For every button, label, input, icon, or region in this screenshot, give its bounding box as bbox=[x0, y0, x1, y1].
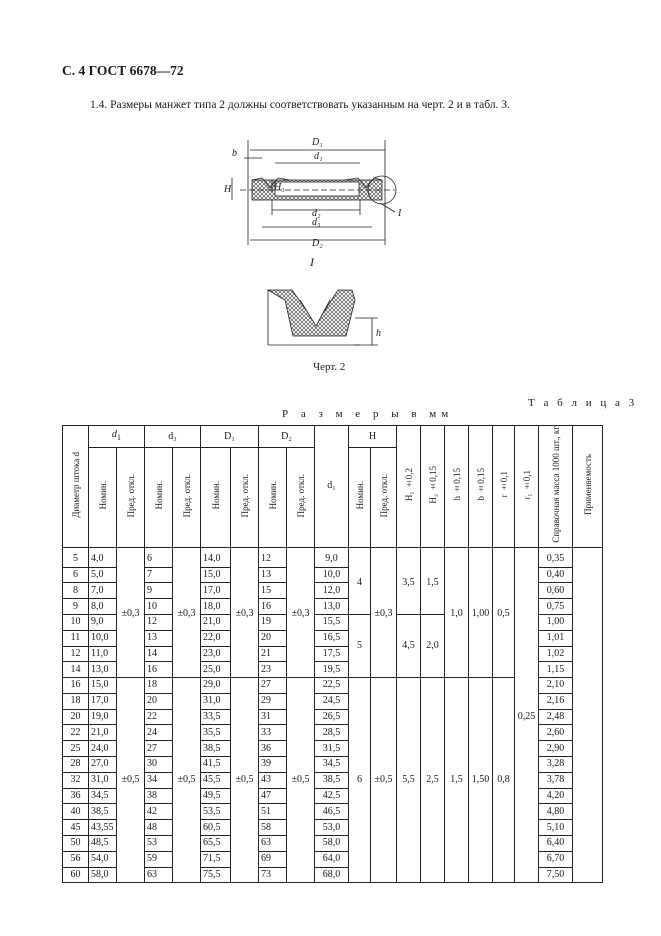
cell-D1-nom: 22,0 bbox=[201, 630, 231, 646]
cell-H-tol: ±0,3 bbox=[371, 547, 397, 677]
cell-mass: 7,50 bbox=[539, 867, 573, 883]
cell-D1-nom: 41,5 bbox=[201, 757, 231, 773]
col-b: b ±0,15 bbox=[469, 426, 493, 548]
intro-paragraph: 1.4. Размеры манжет типа 2 должны соответствовать указанным на черт. 2 и в табл. 3. bbox=[90, 99, 510, 111]
cell-d1: 58,0 bbox=[315, 836, 349, 852]
cell-D2-nom: 69 bbox=[259, 851, 287, 867]
cell-d: 56 bbox=[63, 851, 89, 867]
cell-d: 8 bbox=[63, 583, 89, 599]
cell-d1: 15,5 bbox=[315, 614, 349, 630]
cell-D2-nom: 36 bbox=[259, 741, 287, 757]
cell-d1: 64,0 bbox=[315, 851, 349, 867]
cell-d-tol: ±0,5 bbox=[117, 678, 145, 883]
label-D1: D₁ bbox=[312, 137, 323, 148]
cell-d3-nom: 38 bbox=[145, 788, 173, 804]
cell-d3-nom: 14 bbox=[145, 646, 173, 662]
cell-d3-tol: ±0,3 bbox=[173, 547, 201, 677]
cell-H2: 2,5 bbox=[421, 678, 445, 883]
label-detail: I bbox=[398, 208, 402, 219]
cell-D2-nom: 23 bbox=[259, 662, 287, 678]
cell-H-tol: ±0,5 bbox=[371, 678, 397, 883]
cell-d: 6 bbox=[63, 567, 89, 583]
cell-D1-nom: 71,5 bbox=[201, 851, 231, 867]
col-d: Диаметр штока d bbox=[63, 426, 89, 548]
cell-d-nom: 27,0 bbox=[89, 757, 117, 773]
cell-d1: 42,5 bbox=[315, 788, 349, 804]
cell-D2-tol: ±0,3 bbox=[287, 547, 315, 677]
cell-d3-nom: 18 bbox=[145, 678, 173, 694]
cell-D1-nom: 45,5 bbox=[201, 772, 231, 788]
cell-d3-nom: 42 bbox=[145, 804, 173, 820]
cell-D2-nom: 39 bbox=[259, 757, 287, 773]
cell-D2-nom: 73 bbox=[259, 867, 287, 883]
cell-mass: 5,10 bbox=[539, 820, 573, 836]
cell-d1: 24,5 bbox=[315, 693, 349, 709]
sub-dev: Пред. откл. bbox=[231, 448, 259, 547]
cell-D2-nom: 47 bbox=[259, 788, 287, 804]
cell-mass: 6,70 bbox=[539, 851, 573, 867]
cell-d3-nom: 20 bbox=[145, 693, 173, 709]
cell-mass: 2,16 bbox=[539, 693, 573, 709]
cell-d: 28 bbox=[63, 757, 89, 773]
cell-mass: 2,10 bbox=[539, 678, 573, 694]
cell-mass: 0,75 bbox=[539, 599, 573, 615]
table-row bbox=[63, 547, 603, 567]
cell-D1-nom: 75,5 bbox=[201, 867, 231, 883]
col-d3: d₃ bbox=[145, 426, 201, 448]
cell-D1-nom: 33,5 bbox=[201, 709, 231, 725]
cell-d3-nom: 24 bbox=[145, 725, 173, 741]
drawing-2 bbox=[0, 0, 661, 400]
cell-r: 0,8 bbox=[493, 678, 515, 883]
sub-dev: Пред. откл. bbox=[287, 448, 315, 547]
table-caption: Т а б л и ц а 3 bbox=[528, 397, 638, 409]
col-h: h ±0,15 bbox=[445, 426, 469, 548]
cell-d1: 26,5 bbox=[315, 709, 349, 725]
cell-d-nom: 17,0 bbox=[89, 693, 117, 709]
cell-d1: 22,5 bbox=[315, 678, 349, 694]
cell-d1: 10,0 bbox=[315, 567, 349, 583]
col-d1: d₁ bbox=[315, 426, 349, 548]
cell-D2-nom: 16 bbox=[259, 599, 287, 615]
cell-d3-nom: 10 bbox=[145, 599, 173, 615]
cell-d: 11 bbox=[63, 630, 89, 646]
col-D1: D₁ bbox=[201, 426, 259, 448]
cell-d-nom: 24,0 bbox=[89, 741, 117, 757]
cell-H2: 1,5 bbox=[421, 547, 445, 614]
cell-mass: 2,90 bbox=[539, 741, 573, 757]
sub-nom: Номин. bbox=[349, 448, 371, 547]
sub-nom: Номин. bbox=[89, 448, 117, 547]
cell-d3-nom: 13 bbox=[145, 630, 173, 646]
cell-d1: 9,0 bbox=[315, 547, 349, 567]
cell-d1: 28,5 bbox=[315, 725, 349, 741]
cell-h: 1,0 bbox=[445, 547, 469, 677]
cell-use bbox=[573, 547, 603, 883]
cell-d-nom: 15,0 bbox=[89, 678, 117, 694]
cell-d3-nom: 7 bbox=[145, 567, 173, 583]
cell-d: 10 bbox=[63, 614, 89, 630]
cell-d3-nom: 63 bbox=[145, 867, 173, 883]
cell-D1-nom: 65,5 bbox=[201, 836, 231, 852]
table-subcaption: Р а з м е р ы в мм bbox=[282, 408, 454, 420]
cell-d1: 13,0 bbox=[315, 599, 349, 615]
cell-d-nom: 48,5 bbox=[89, 836, 117, 852]
cell-d3-nom: 16 bbox=[145, 662, 173, 678]
label-H: H bbox=[224, 184, 232, 195]
label-h: h bbox=[376, 328, 381, 339]
label-D2: D₂ bbox=[312, 238, 323, 249]
sub-dev: Пред. откл. bbox=[371, 448, 397, 547]
cell-d3-nom: 27 bbox=[145, 741, 173, 757]
cell-H1: 4,5 bbox=[397, 614, 421, 677]
dimensions-table bbox=[62, 425, 603, 883]
cell-d: 36 bbox=[63, 788, 89, 804]
cell-d-nom: 8,0 bbox=[89, 599, 117, 615]
cell-d: 22 bbox=[63, 725, 89, 741]
cell-mass: 4,80 bbox=[539, 804, 573, 820]
cell-d3-nom: 9 bbox=[145, 583, 173, 599]
cell-d3-nom: 48 bbox=[145, 820, 173, 836]
cell-mass: 1,02 bbox=[539, 646, 573, 662]
col-use: Применяемость bbox=[573, 426, 603, 548]
cell-d1: 12,0 bbox=[315, 583, 349, 599]
cell-D1-tol: ±0,3 bbox=[231, 547, 259, 677]
cell-H-nom: 6 bbox=[349, 678, 371, 883]
cell-d1: 68,0 bbox=[315, 867, 349, 883]
cell-d3-tol: ±0,5 bbox=[173, 678, 201, 883]
cell-D2-nom: 12 bbox=[259, 547, 287, 567]
sub-nom: Номин. bbox=[259, 448, 287, 547]
cell-d-nom: 11,0 bbox=[89, 646, 117, 662]
sub-dev: Пред. откл. bbox=[173, 448, 201, 547]
cell-D2-nom: 31 bbox=[259, 709, 287, 725]
cell-D2-nom: 27 bbox=[259, 678, 287, 694]
cell-D1-nom: 15,0 bbox=[201, 567, 231, 583]
label-d2: d₂ bbox=[312, 208, 321, 219]
cell-D1-nom: 21,0 bbox=[201, 614, 231, 630]
cell-D1-nom: 17,0 bbox=[201, 583, 231, 599]
cell-D2-nom: 51 bbox=[259, 804, 287, 820]
cell-D1-nom: 35,5 bbox=[201, 725, 231, 741]
cell-D2-nom: 13 bbox=[259, 567, 287, 583]
sub-nom: Номин. bbox=[145, 448, 173, 547]
cell-D1-nom: 29,0 bbox=[201, 678, 231, 694]
col-mass: Справочная масса 1000 шт., кг bbox=[539, 426, 573, 548]
cell-D1-nom: 60,5 bbox=[201, 820, 231, 836]
cell-d-nom: 34,5 bbox=[89, 788, 117, 804]
cell-d: 40 bbox=[63, 804, 89, 820]
cell-r: 0,5 bbox=[493, 547, 515, 677]
cell-D1-nom: 23,0 bbox=[201, 646, 231, 662]
cell-H1: 3,5 bbox=[397, 547, 421, 614]
cell-D1-nom: 53,5 bbox=[201, 804, 231, 820]
cell-d-nom: 31,0 bbox=[89, 772, 117, 788]
cell-d1: 31,5 bbox=[315, 741, 349, 757]
col-H2: H₂ ±0,15 bbox=[421, 426, 445, 548]
cell-d: 18 bbox=[63, 693, 89, 709]
cell-h: 1,5 bbox=[445, 678, 469, 883]
cell-d-nom: 7,0 bbox=[89, 583, 117, 599]
cell-r1: 0,25 bbox=[515, 547, 539, 883]
cell-d: 50 bbox=[63, 836, 89, 852]
cell-D2-nom: 19 bbox=[259, 614, 287, 630]
cell-d1: 46,5 bbox=[315, 804, 349, 820]
table-body bbox=[63, 547, 603, 883]
cell-H2: 2,0 bbox=[421, 614, 445, 677]
cell-D1-nom: 18,0 bbox=[201, 599, 231, 615]
cell-D1-nom: 14,0 bbox=[201, 547, 231, 567]
cell-d-nom: 10,0 bbox=[89, 630, 117, 646]
col-d-group: $d_1$ bbox=[89, 426, 145, 448]
cell-D1-nom: 38,5 bbox=[201, 741, 231, 757]
cell-d1: 17,5 bbox=[315, 646, 349, 662]
cell-d: 32 bbox=[63, 772, 89, 788]
cell-D2-nom: 15 bbox=[259, 583, 287, 599]
cell-d: 60 bbox=[63, 867, 89, 883]
cell-d-nom: 9,0 bbox=[89, 614, 117, 630]
cell-mass: 0,35 bbox=[539, 547, 573, 567]
cell-D2-nom: 43 bbox=[259, 772, 287, 788]
cell-D2-nom: 29 bbox=[259, 693, 287, 709]
cell-D2-nom: 20 bbox=[259, 630, 287, 646]
cell-mass: 1,15 bbox=[539, 662, 573, 678]
cell-D2-nom: 63 bbox=[259, 836, 287, 852]
cell-mass: 6,40 bbox=[539, 836, 573, 852]
cell-D2-nom: 21 bbox=[259, 646, 287, 662]
cell-d-nom: 19,0 bbox=[89, 709, 117, 725]
sub-dev: Пред. откл. bbox=[117, 448, 145, 547]
col-H1: H₁ ±0,2 bbox=[397, 426, 421, 548]
cell-d: 20 bbox=[63, 709, 89, 725]
cell-d-tol: ±0,3 bbox=[117, 547, 145, 677]
cell-d1: 38,5 bbox=[315, 772, 349, 788]
cell-D1-nom: 49,5 bbox=[201, 788, 231, 804]
cell-d3-nom: 30 bbox=[145, 757, 173, 773]
cell-d-nom: 5,0 bbox=[89, 567, 117, 583]
drawing-caption: Черт. 2 bbox=[313, 361, 346, 373]
cell-d1: 53,0 bbox=[315, 820, 349, 836]
cell-d: 12 bbox=[63, 646, 89, 662]
cell-d: 25 bbox=[63, 741, 89, 757]
sub-nom: Номин. bbox=[201, 448, 231, 547]
cell-d-nom: 43,55 bbox=[89, 820, 117, 836]
col-r: r ±0,1 bbox=[493, 426, 515, 548]
cell-d-nom: 54,0 bbox=[89, 851, 117, 867]
cell-mass: 1,00 bbox=[539, 614, 573, 630]
cell-d3-nom: 34 bbox=[145, 772, 173, 788]
cell-d1: 16,5 bbox=[315, 630, 349, 646]
cell-mass: 3,78 bbox=[539, 772, 573, 788]
cell-d3-nom: 59 bbox=[145, 851, 173, 867]
cell-D2-nom: 58 bbox=[259, 820, 287, 836]
cell-mass: 1,01 bbox=[539, 630, 573, 646]
label-d3: d₃ bbox=[312, 217, 321, 228]
page-header: С. 4 ГОСТ 6678—72 bbox=[62, 63, 184, 78]
cell-d: 45 bbox=[63, 820, 89, 836]
col-H: H bbox=[349, 426, 397, 448]
cell-mass: 0,40 bbox=[539, 567, 573, 583]
label-d1: d₁ bbox=[314, 151, 323, 162]
cell-d: 14 bbox=[63, 662, 89, 678]
cell-d: 9 bbox=[63, 599, 89, 615]
cell-D1-nom: 25,0 bbox=[201, 662, 231, 678]
cell-D1-nom: 31,0 bbox=[201, 693, 231, 709]
cell-H-nom: 5 bbox=[349, 614, 371, 677]
cell-mass: 0,60 bbox=[539, 583, 573, 599]
cell-H-nom: 4 bbox=[349, 547, 371, 614]
cell-mass: 2,60 bbox=[539, 725, 573, 741]
cell-d-nom: 38,5 bbox=[89, 804, 117, 820]
cell-D1-tol: ±0,5 bbox=[231, 678, 259, 883]
cell-d-nom: 58,0 bbox=[89, 867, 117, 883]
cell-d1: 34,5 bbox=[315, 757, 349, 773]
cell-d-nom: 13,0 bbox=[89, 662, 117, 678]
cell-d: 16 bbox=[63, 678, 89, 694]
label-b: b bbox=[232, 148, 237, 159]
cell-b: 1,50 bbox=[469, 678, 493, 883]
detail-title: I bbox=[310, 255, 314, 269]
cell-d: 5 bbox=[63, 547, 89, 567]
col-D2: D₂ bbox=[259, 426, 315, 448]
cell-mass: 4,20 bbox=[539, 788, 573, 804]
cell-d3-nom: 53 bbox=[145, 836, 173, 852]
cell-mass: 2,48 bbox=[539, 709, 573, 725]
cell-D2-nom: 33 bbox=[259, 725, 287, 741]
cell-d3-nom: 6 bbox=[145, 547, 173, 567]
cell-d3-nom: 22 bbox=[145, 709, 173, 725]
cell-d-nom: 4,0 bbox=[89, 547, 117, 567]
cell-d-nom: 21,0 bbox=[89, 725, 117, 741]
cell-b: 1,00 bbox=[469, 547, 493, 677]
cell-D2-tol: ±0,5 bbox=[287, 678, 315, 883]
cell-mass: 3,28 bbox=[539, 757, 573, 773]
label-H1: H₁ bbox=[274, 182, 285, 193]
cell-H1: 5,5 bbox=[397, 678, 421, 883]
cell-d3-nom: 12 bbox=[145, 614, 173, 630]
cell-d1: 19,5 bbox=[315, 662, 349, 678]
col-r1: r₁ ±0,1 bbox=[515, 426, 539, 548]
